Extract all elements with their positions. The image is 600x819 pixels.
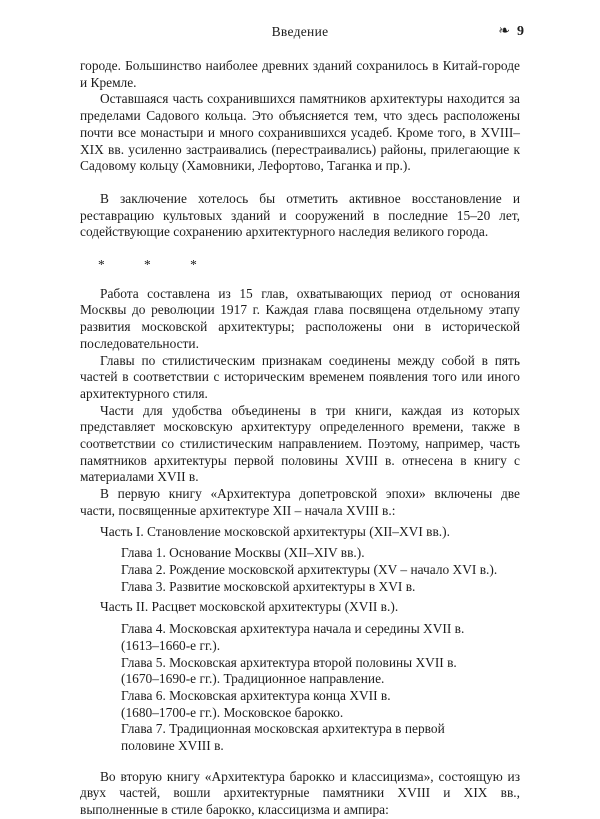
paragraph-parts: Главы по стилистическим признакам соединены между собой в пять частей в соответствии с историческим временем появления того или иного архитектурного стиля. [80,352,520,401]
chapter-6-line-2: (1680–1700-е гг.). Московское барокко. [121,704,344,720]
paragraph-structure: Работа составлена из 15 глав, охватывающих период от основания Москвы до революции 1917 г. Каждая глава посвящена отдельному этапу развития московской архитектуры; расположены они в исторической последовательности. [80,285,520,351]
paragraph-outside-ring: Оставшаяся часть сохранившихся памятников архитектуры находится за пределами Садового кольца. Это объясняется тем, что здесь расположены почти все монастыри и много сохранившихся усадеб. Кроме того, в XVIII–XIX вв. усиленно застраивались (перестраивались) районы, прилегающие к Садовому кольцу (Хамовники, Лефортово, Таганка и пр.). [80,91,520,174]
section-separator: * * * [98,257,215,273]
paragraph-books: Части для удобства объединены в три книги, каждая из которых представляет московскую архитектуру определенного времени, также в соответствии со стилистическим направлением. Поэтому, например, часть памятников архитектуры первой половины XVIII в. отнесена в книгу с материалами XVII в. [80,402,520,485]
chapter-7-line-2: половине XVIII в. [121,738,224,754]
chapter-5-line-1: Глава 5. Московская архитектура второй половины XVII в. [121,654,457,670]
chapter-7-line-1: Глава 7. Традиционная московская архитектура в первой [121,721,445,737]
paragraph-first-book: В первую книгу «Архитектура допетровской эпохи» включены две части, посвященные архитектуре XII – начала XVIII в.: [80,486,520,518]
chapter-3: Глава 3. Развитие московской архитектуры в XVI в. [121,578,416,594]
paragraph-conclusion: В заключение хотелось бы отметить активное восстановление и реставрацию культовых зданий и сооружений в последние 15–20 лет, содействующие сохранению архитектурного наследия великого города. [80,190,520,240]
page-number: 9 [517,23,524,39]
page-body [80,58,520,819]
chapter-4-line-1: Глава 4. Московская архитектура начала и середины XVII в. [121,621,465,637]
chapter-4-line-2: (1613–1660-е гг.). [121,637,221,653]
chapter-1: Глава 1. Основание Москвы (XII–XIV вв.). [121,545,365,561]
part-1-heading: Часть I. Становление московской архитектуры (XII–XVI вв.). [100,523,450,539]
running-header [0,24,600,44]
paragraph-continued: городе. Большинство наиболее древних зданий сохранилось в Китай-городе и Кремле. [80,58,520,90]
paragraph-second-book: Во вторую книгу «Архитектура барокко и классицизма», состоящую из двух частей, вошли архитектурные памятники XVIII и XIX вв., выполненные в стиле барокко, классицизма и ампира: [80,768,520,818]
page-number-block [498,23,524,40]
running-title: Введение [271,24,329,39]
part-2-heading: Часть II. Расцвет московской архитектуры (XVII в.). [100,599,399,615]
chapter-6-line-1: Глава 6. Московская архитектура конца XVII в. [121,687,391,703]
chapter-2: Глава 2. Рождение московской архитектуры (XV – начало XVI в.). [121,561,498,577]
fleuron-icon: ❧ [498,24,510,39]
chapter-5-line-2: (1670–1690-е гг.). Традиционное направление. [121,671,385,687]
